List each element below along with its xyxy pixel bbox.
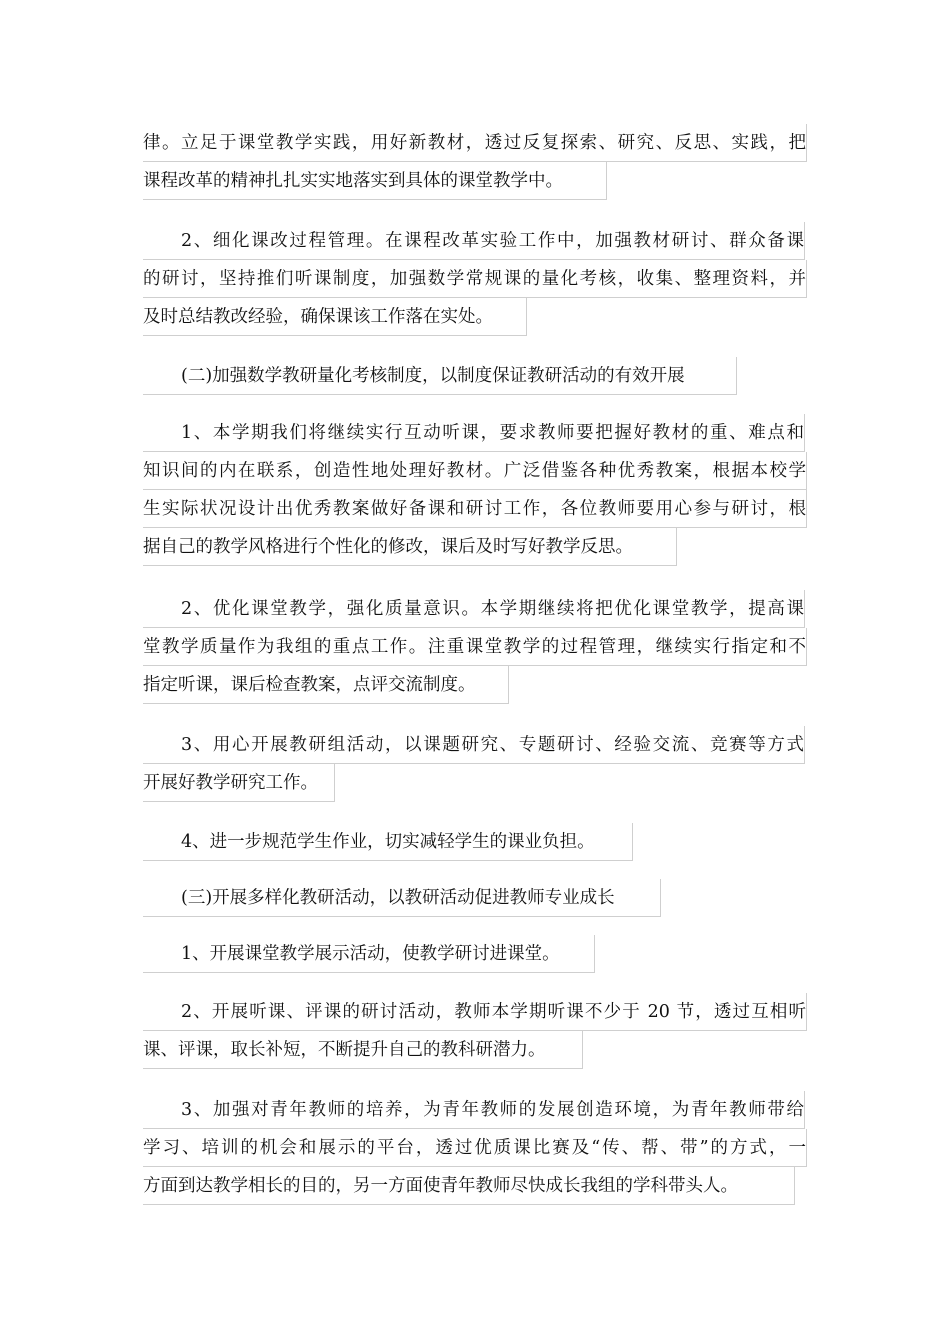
text-line: 学习、培训的机会和展示的平台，透过优质课比赛及“传、帮、带”的方式，一	[143, 1129, 807, 1167]
paragraph	[143, 823, 807, 861]
text-line: 3、加强对青年教师的培养，为青年教师的发展创造环境，为青年教师带给	[143, 1091, 805, 1129]
text-line: 1、开展课堂教学展示活动，使教学研讨进课堂。	[143, 935, 595, 973]
text-line: 3、用心开展教研组活动，以课题研究、专题研讨、经验交流、竞赛等方式	[143, 726, 805, 764]
section-heading	[143, 879, 807, 917]
text-line: 的研讨，坚持推们听课制度，加强数学常规课的量化考核，收集、整理资料，并	[143, 260, 807, 298]
text-line: 生实际状况设计出优秀教案做好备课和研讨工作，各位教师要用心参与研讨，根	[143, 490, 807, 528]
paragraph	[143, 935, 807, 973]
paragraph	[143, 124, 807, 200]
text-line: 2、细化课改过程管理。在课程改革实验工作中，加强教材研讨、群众备课	[143, 222, 805, 260]
text-line: 方面到达教学相长的目的，另一方面使青年教师尽快成长我组的学科带头人。	[143, 1167, 795, 1205]
text-line: (二)加强数学教研量化考核制度，以制度保证教研活动的有效开展	[143, 357, 737, 395]
text-line: 堂教学质量作为我组的重点工作。注重课堂教学的过程管理，继续实行指定和不	[143, 628, 807, 666]
paragraph	[143, 414, 807, 566]
text-line: 课、评课，取长补短，不断提升自己的教科研潜力。	[143, 1031, 583, 1069]
text-line: 律。立足于课堂教学实践，用好新教材，透过反复探索、研究、反思、实践，把	[143, 124, 807, 162]
paragraph	[143, 590, 807, 704]
text-line: 据自己的教学风格进行个性化的修改，课后及时写好教学反思。	[143, 528, 677, 566]
text-line: 课程改革的精神扎扎实实地落实到具体的课堂教学中。	[143, 162, 607, 200]
paragraph	[143, 993, 807, 1069]
text-line: 1、本学期我们将继续实行互动听课，要求教师要把握好教材的重、难点和	[143, 414, 805, 452]
paragraph	[143, 726, 807, 802]
text-line: 指定听课，课后检查教案，点评交流制度。	[143, 666, 509, 704]
text-line: 2、开展听课、评课的研讨活动，教师本学期听课不少于 20 节，透过互相听	[143, 993, 807, 1031]
text-line: 2、优化课堂教学，强化质量意识。本学期继续将把优化课堂教学，提高课	[143, 590, 805, 628]
text-line: 知识间的内在联系，创造性地处理好教材。广泛借鉴各种优秀教案，根据本校学	[143, 452, 807, 490]
paragraph	[143, 1091, 807, 1205]
section-heading	[143, 357, 807, 395]
text-line: (三)开展多样化教研活动，以教研活动促进教师专业成长	[143, 879, 661, 917]
paragraph	[143, 222, 807, 336]
text-line: 开展好教学研究工作。	[143, 764, 335, 802]
text-line: 4、进一步规范学生作业，切实减轻学生的课业负担。	[143, 823, 633, 861]
text-line: 及时总结教改经验，确保课该工作落在实处。	[143, 298, 527, 336]
